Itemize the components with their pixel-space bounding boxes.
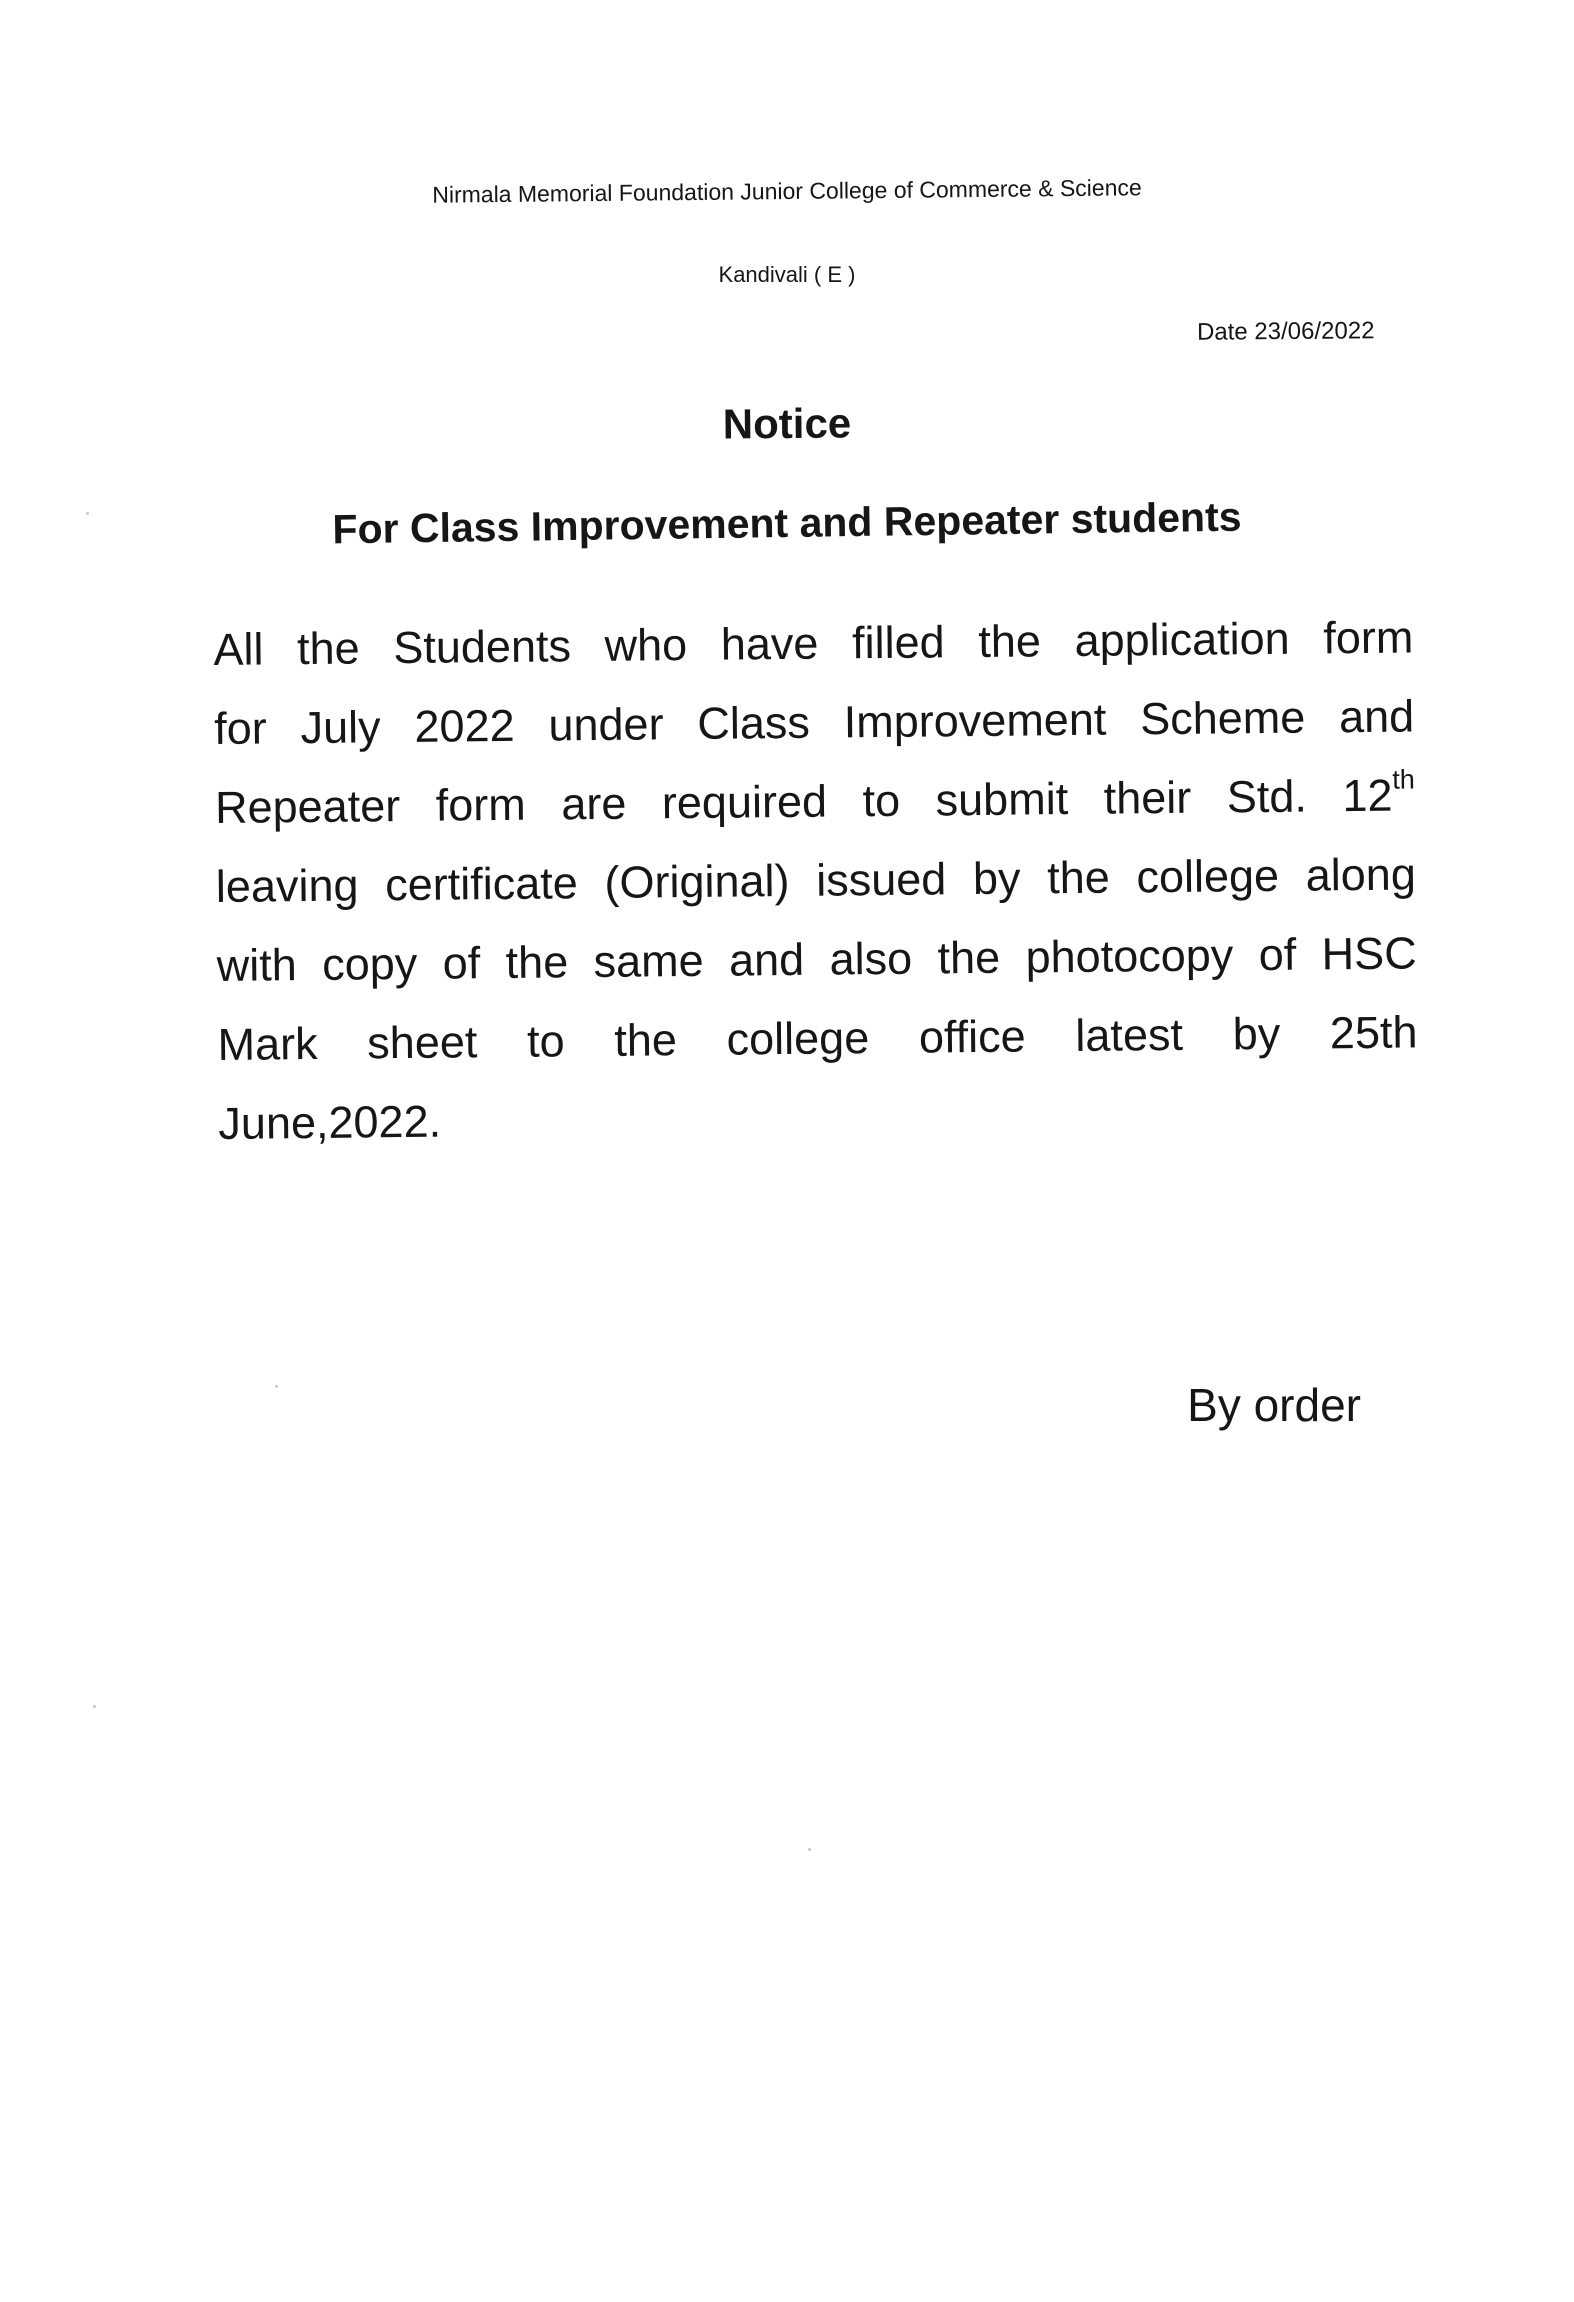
body-line	[215, 755, 1416, 847]
college-location: Kandivali ( E )	[718, 262, 856, 287]
notice-title: Notice	[722, 399, 852, 448]
scan-speck	[86, 512, 89, 515]
body-line: with copy of the same and also the photocopy of HSC	[216, 927, 1417, 991]
scan-speck	[808, 1848, 811, 1851]
body-line-text: Repeater form are required to submit their Std. 12	[214, 769, 1393, 833]
notice-date: Date 23/06/2022	[1196, 317, 1375, 346]
college-name: Nirmala Memorial Foundation Junior College of Commerce & Science	[432, 174, 1142, 208]
body-line: leaving certificate (Original) issued by the college along	[215, 848, 1417, 912]
scan-speck	[93, 1705, 96, 1708]
body-line: All the Students who have filled the application form	[213, 611, 1414, 675]
body-line: for July 2022 under Class Improvement Scheme and	[213, 690, 1415, 754]
notice-body	[213, 597, 1419, 1163]
scan-speck	[275, 1385, 278, 1388]
notice-subtitle: For Class Improvement and Repeater students	[332, 493, 1242, 553]
body-line: Mark sheet to the college office latest by 25th	[217, 1006, 1418, 1070]
body-line: June,2022.	[218, 1095, 442, 1149]
std-superscript: th	[1392, 764, 1415, 795]
sign-off: By order	[1187, 1379, 1361, 1431]
